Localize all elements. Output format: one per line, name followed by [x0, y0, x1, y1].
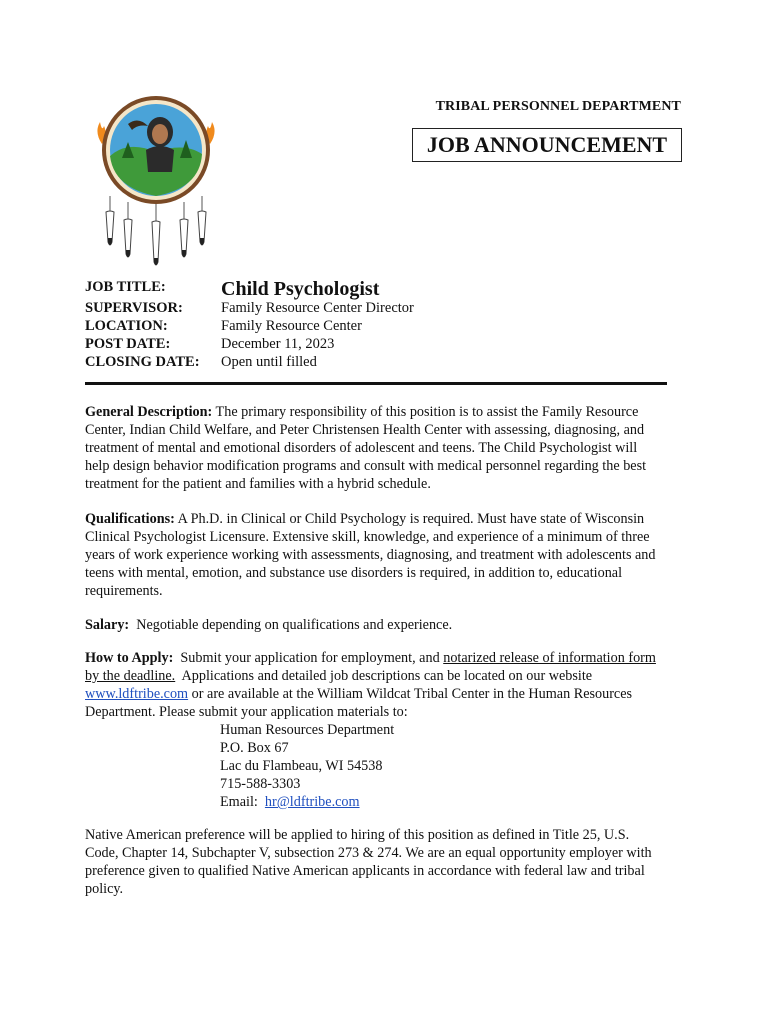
tribal-seal-icon: [88, 92, 226, 270]
post-date-row: [85, 335, 414, 353]
how-to-apply: [85, 649, 660, 811]
general-description: [85, 403, 660, 493]
salary-heading: Salary:: [85, 617, 130, 633]
closing-date-label: CLOSING DATE:: [85, 354, 200, 370]
post-date-label: POST DATE:: [85, 336, 171, 352]
location-row: [85, 317, 414, 335]
address-phone: 715-588-3303: [220, 776, 301, 792]
mailing-address: [220, 721, 660, 811]
supervisor-value: Family Resource Center Director: [221, 300, 414, 316]
supervisor-row: [85, 299, 414, 317]
address-line-3: Lac du Flambeau, WI 54538: [220, 758, 383, 774]
location-label: LOCATION:: [85, 318, 168, 334]
divider: [85, 382, 667, 385]
how-to-apply-text-1: Submit your application for employment, and: [173, 650, 444, 666]
qualifications: [85, 510, 660, 600]
how-to-apply-text-2: Applications and detailed job descriptions can be located on our website: [175, 668, 596, 684]
general-description-heading: General Description:: [85, 404, 213, 420]
job-title-value: Child Psychologist: [221, 278, 380, 300]
notarized-release-link[interactable]: notarized release of information form by the deadline.: [85, 650, 656, 684]
address-email-row: [220, 793, 660, 811]
department-name: TRIBAL PERSONNEL DEPARTMENT: [435, 99, 681, 114]
how-to-apply-text-3: or are available at the William Wildcat Tribal Center in the Human Resources Department. Please submit your application materials to:: [85, 686, 633, 720]
address-line-1: Human Resources Department: [220, 722, 395, 738]
preference-statement: Native American preference will be applied to hiring of this position as defined in Title 25, U.S. Code, Chapter 14, Subchapter V, subsection 273 & 274. We are an equal opportunity employer with preference given to qualified Native American applicants in accordance with federal law and tribal policy.: [85, 827, 652, 897]
qualifications-text: A Ph.D. in Clinical or Child Psychology is required. Must have state of Wisconsin Clinical Psychologist Licensure. Extensive skill, knowledge, and experience of a minimum of three years of work experience working with assessments, diagnosing, and treatment with adolescents and teens with mental, emotion, and substance use disorders is required, in addition to, educational requirements.: [85, 511, 656, 599]
post-date-value: December 11, 2023: [221, 336, 335, 352]
job-title-row: [85, 274, 414, 298]
address-line-2: P.O. Box 67: [220, 740, 289, 756]
salary: [85, 616, 660, 634]
salary-text: Negotiable depending on qualifications and experience.: [129, 617, 453, 633]
closing-date-row: [85, 353, 414, 371]
qualifications-heading: Qualifications:: [85, 511, 175, 527]
closing-date-value: Open until filled: [221, 354, 317, 370]
location-value: Family Resource Center: [221, 318, 362, 334]
job-info-block: [85, 274, 414, 371]
general-description-text: The primary responsibility of this position is to assist the Family Resource Center, Indian Child Welfare, and Peter Christensen Health Center with assessing, diagnosing, and treatment of mental and emotional disorders of adolescent and teens. The Child Psychologist will help design behavior modification programs and consult with medical personnel regarding the best treatment for the patient and families with a hybrid schedule.: [85, 404, 647, 492]
job-title-label: JOB TITLE:: [85, 279, 166, 295]
email-link[interactable]: hr@ldftribe.com: [264, 794, 360, 810]
job-announcement-title: JOB ANNOUNCEMENT: [412, 128, 682, 162]
email-label: Email:: [220, 794, 265, 810]
how-to-apply-heading: How to Apply:: [85, 650, 174, 666]
website-link[interactable]: www.ldftribe.com: [85, 686, 189, 702]
supervisor-label: SUPERVISOR:: [85, 300, 183, 316]
